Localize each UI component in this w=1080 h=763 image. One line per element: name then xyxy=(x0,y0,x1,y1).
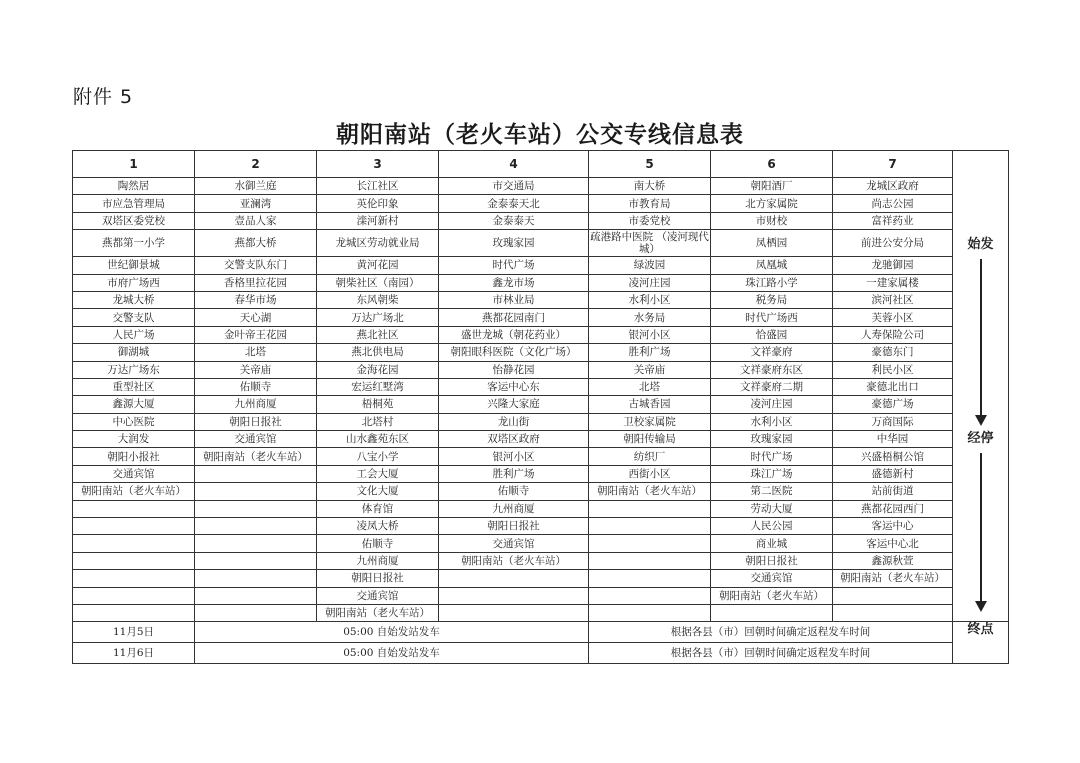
stop-cell: 壹品人家 xyxy=(195,212,317,229)
stop-cell: 龙城区政府 xyxy=(833,178,953,195)
column-header: 7 xyxy=(833,151,953,178)
stop-cell: 八宝小学 xyxy=(317,448,439,465)
stop-cell: 西街小区 xyxy=(589,465,711,482)
stop-cell: 交通宾馆 xyxy=(317,587,439,604)
column-header: 1 xyxy=(73,151,195,178)
stop-cell: 黄河花园 xyxy=(317,257,439,274)
stop-cell xyxy=(439,570,589,587)
stop-cell: 天心湖 xyxy=(195,309,317,326)
stop-cell: 豪德东门 xyxy=(833,344,953,361)
stop-cell xyxy=(73,604,195,621)
stop-cell: 豪德广场 xyxy=(833,396,953,413)
stop-cell: 胜利广场 xyxy=(439,465,589,482)
stop-cell xyxy=(195,518,317,535)
stop-cell xyxy=(195,465,317,482)
arrow-down-icon xyxy=(975,601,987,612)
stop-cell: 兴盛梧桐公馆 xyxy=(833,448,953,465)
stop-cell: 燕都第一小学 xyxy=(73,230,195,257)
column-header: 2 xyxy=(195,151,317,178)
stop-cell: 九州商厦 xyxy=(195,396,317,413)
table-row xyxy=(73,518,1009,535)
stop-cell: 芙蓉小区 xyxy=(833,309,953,326)
stop-cell: 人民广场 xyxy=(73,326,195,343)
table-row xyxy=(73,195,1009,212)
stop-cell: 龙城大桥 xyxy=(73,291,195,308)
table-row xyxy=(73,291,1009,308)
stop-cell: 中心医院 xyxy=(73,413,195,430)
stop-cell: 朝阳南站（老火车站） xyxy=(833,570,953,587)
stop-cell: 朝阳南站（老火车站） xyxy=(589,483,711,500)
column-header: 5 xyxy=(589,151,711,178)
stop-cell xyxy=(833,604,953,621)
stop-cell xyxy=(589,535,711,552)
stop-cell: 金叶帝王花园 xyxy=(195,326,317,343)
stop-cell: 市林业局 xyxy=(439,291,589,308)
stop-cell xyxy=(195,500,317,517)
stop-cell: 客运中心东 xyxy=(439,378,589,395)
stop-cell: 金泰泰天北 xyxy=(439,195,589,212)
stop-cell: 凌凤大桥 xyxy=(317,518,439,535)
table-row xyxy=(73,552,1009,569)
column-header: 6 xyxy=(711,151,833,178)
departure-info: 05:00 自始发站发车 xyxy=(195,643,589,664)
schedule-date: 11月5日 xyxy=(73,622,195,643)
stop-cell xyxy=(73,587,195,604)
stop-cell: 人民公园 xyxy=(711,518,833,535)
stop-cell: 时代广场 xyxy=(711,448,833,465)
stop-cell xyxy=(73,570,195,587)
stop-cell: 陶然居 xyxy=(73,178,195,195)
stop-cell: 凌河庄园 xyxy=(589,274,711,291)
stop-cell xyxy=(73,535,195,552)
stop-cell: 纺织厂 xyxy=(589,448,711,465)
stop-cell: 朝阳小报社 xyxy=(73,448,195,465)
stop-cell: 朝阳日报社 xyxy=(195,413,317,430)
stop-cell: 文祥豪府二期 xyxy=(711,378,833,395)
stop-cell: 长江社区 xyxy=(317,178,439,195)
stop-cell: 珠江广场 xyxy=(711,465,833,482)
stop-cell: 东风朝柴 xyxy=(317,291,439,308)
end-cell xyxy=(953,622,1009,664)
table-row xyxy=(73,212,1009,229)
stop-cell: 朝阳南站（老火车站） xyxy=(195,448,317,465)
stop-cell: 山水鑫苑东区 xyxy=(317,431,439,448)
stop-cell: 水务局 xyxy=(589,309,711,326)
stop-cell: 佑顺寺 xyxy=(439,483,589,500)
stop-cell: 商业城 xyxy=(711,535,833,552)
stop-cell: 珠江路小学 xyxy=(711,274,833,291)
stop-cell xyxy=(73,500,195,517)
stop-cell: 朝阳酒厂 xyxy=(711,178,833,195)
stop-cell: 富祥药业 xyxy=(833,212,953,229)
stop-cell: 燕都大桥 xyxy=(195,230,317,257)
stop-cell: 文祥豪府 xyxy=(711,344,833,361)
stop-cell xyxy=(589,518,711,535)
stop-cell: 水御兰庭 xyxy=(195,178,317,195)
page-title: 朝阳南站（老火车站）公交专线信息表 xyxy=(336,121,744,148)
stop-cell: 市财校 xyxy=(711,212,833,229)
stop-cell: 北塔 xyxy=(195,344,317,361)
stop-cell: 佑顺寺 xyxy=(195,378,317,395)
stop-cell: 龙城区劳动就业局 xyxy=(317,230,439,257)
stop-cell: 鑫源秋萱 xyxy=(833,552,953,569)
stop-cell: 春华市场 xyxy=(195,291,317,308)
stop-cell: 北方家属院 xyxy=(711,195,833,212)
stop-cell: 尚志公园 xyxy=(833,195,953,212)
stop-cell: 时代广场西 xyxy=(711,309,833,326)
stop-cell xyxy=(439,604,589,621)
stop-cell: 市交通局 xyxy=(439,178,589,195)
stop-cell: 双塔区委党校 xyxy=(73,212,195,229)
table-row xyxy=(73,326,1009,343)
stop-cell xyxy=(711,604,833,621)
stop-cell: 御湖城 xyxy=(73,344,195,361)
stop-cell: 凤凰城 xyxy=(711,257,833,274)
table-row xyxy=(73,413,1009,430)
table-row xyxy=(73,378,1009,395)
stop-cell xyxy=(195,604,317,621)
stop-cell: 香格里拉花园 xyxy=(195,274,317,291)
arrow-line-1 xyxy=(980,259,982,417)
stop-cell: 宏运红墅湾 xyxy=(317,378,439,395)
attachment-label: 附件 5 xyxy=(73,86,134,108)
stop-cell: 滦河新村 xyxy=(317,212,439,229)
stop-cell: 市应急管理局 xyxy=(73,195,195,212)
stop-cell: 金泰泰天 xyxy=(439,212,589,229)
stop-cell: 鑫源大厦 xyxy=(73,396,195,413)
stop-cell: 燕北供电局 xyxy=(317,344,439,361)
stop-cell xyxy=(195,535,317,552)
stop-cell: 怡静花园 xyxy=(439,361,589,378)
stop-cell: 利民小区 xyxy=(833,361,953,378)
stop-cell: 龙山街 xyxy=(439,413,589,430)
end-label: 终点 xyxy=(967,622,994,638)
stop-cell: 交通宾馆 xyxy=(439,535,589,552)
stop-cell: 文化大厦 xyxy=(317,483,439,500)
stop-cell: 龙驰御园 xyxy=(833,257,953,274)
stop-cell: 重型社区 xyxy=(73,378,195,395)
stop-cell: 玫瑰家园 xyxy=(711,431,833,448)
stop-cell: 朝阳传输局 xyxy=(589,431,711,448)
stop-cell xyxy=(195,570,317,587)
schedule-date: 11月6日 xyxy=(73,643,195,664)
stop-cell: 朝阳南站（老火车站） xyxy=(317,604,439,621)
stop-cell: 客运中心 xyxy=(833,518,953,535)
stop-cell: 南大桥 xyxy=(589,178,711,195)
stop-cell xyxy=(195,587,317,604)
schedule-row xyxy=(73,622,1009,643)
table-row xyxy=(73,361,1009,378)
stop-cell: 佑顺寺 xyxy=(317,535,439,552)
stop-cell: 大润发 xyxy=(73,431,195,448)
stop-cell xyxy=(589,570,711,587)
stop-cell: 兴隆大家庭 xyxy=(439,396,589,413)
stop-cell xyxy=(589,552,711,569)
stop-cell: 文祥豪府东区 xyxy=(711,361,833,378)
schedule-row xyxy=(73,643,1009,664)
arrow-line-2 xyxy=(980,453,982,603)
stop-cell: 九州商厦 xyxy=(439,500,589,517)
stop-cell xyxy=(589,604,711,621)
stop-cell: 朝阳南站（老火车站） xyxy=(439,552,589,569)
stop-cell: 市委党校 xyxy=(589,212,711,229)
stop-cell: 万商国际 xyxy=(833,413,953,430)
departure-info: 05:00 自始发站发车 xyxy=(195,622,589,643)
stop-cell: 交警支队 xyxy=(73,309,195,326)
stop-cell: 税务局 xyxy=(711,291,833,308)
stop-cell xyxy=(439,587,589,604)
stop-cell: 豪德北出口 xyxy=(833,378,953,395)
stop-cell: 水利小区 xyxy=(711,413,833,430)
return-info: 根据各县（市）回朝时间确定返程发车时间 xyxy=(589,643,953,664)
stop-cell xyxy=(589,587,711,604)
stop-cell: 交通宾馆 xyxy=(711,570,833,587)
table-row xyxy=(73,570,1009,587)
table-row xyxy=(73,257,1009,274)
stop-cell: 一建家属楼 xyxy=(833,274,953,291)
stop-cell: 时代广场 xyxy=(439,257,589,274)
stop-cell: 疏港路中医院 （凌河现代城） xyxy=(590,231,709,256)
stop-cell: 恰盛园 xyxy=(711,326,833,343)
stop-cell: 中华园 xyxy=(833,431,953,448)
stop-cell: 盛德新村 xyxy=(833,465,953,482)
stop-cell: 金海花园 xyxy=(317,361,439,378)
stop-cell xyxy=(73,552,195,569)
table-row xyxy=(73,535,1009,552)
stop-cell: 盛世龙城（朝花药业） xyxy=(439,326,589,343)
stop-cell: 北塔 xyxy=(589,378,711,395)
stop-cell: 凤栖园 xyxy=(711,230,833,257)
table-row xyxy=(73,431,1009,448)
stop-cell: 客运中心北 xyxy=(833,535,953,552)
stop-cell: 前进公安分局 xyxy=(833,230,953,257)
stop-cell: 卫校家属院 xyxy=(589,413,711,430)
table-row xyxy=(73,309,1009,326)
stop-cell: 朝阳南站（老火车站） xyxy=(73,483,195,500)
stop-cell: 万达广场北 xyxy=(317,309,439,326)
stop-cell: 朝阳日报社 xyxy=(711,552,833,569)
column-header: 4 xyxy=(439,151,589,178)
header-row xyxy=(73,151,1009,178)
table-row xyxy=(73,604,1009,621)
stop-cell: 银河小区 xyxy=(439,448,589,465)
stop-label: 经停 xyxy=(967,431,994,446)
stop-cell: 北塔村 xyxy=(317,413,439,430)
stop-cell: 朝阳日报社 xyxy=(317,570,439,587)
stop-cell: 关帝庙 xyxy=(195,361,317,378)
stop-cell: 亚澜湾 xyxy=(195,195,317,212)
stop-cell: 朝阳日报社 xyxy=(439,518,589,535)
stop-cell: 银河小区 xyxy=(589,326,711,343)
table-row xyxy=(73,587,1009,604)
start-label: 始发 xyxy=(967,237,994,252)
stop-cell xyxy=(589,500,711,517)
stop-cell: 站前街道 xyxy=(833,483,953,500)
stop-cell xyxy=(195,552,317,569)
stop-cell: 世纪御景城 xyxy=(73,257,195,274)
direction-column xyxy=(953,151,1009,622)
stop-cell: 古城香园 xyxy=(589,396,711,413)
arrow-down-icon xyxy=(975,415,987,426)
table-row xyxy=(73,274,1009,291)
bus-route-table xyxy=(72,150,1009,664)
stop-cell: 朝柴社区（南园） xyxy=(317,274,439,291)
stop-cell: 九州商厦 xyxy=(317,552,439,569)
stop-cell: 交警支队东门 xyxy=(195,257,317,274)
stop-cell: 胜利广场 xyxy=(589,344,711,361)
stop-cell: 人寿保险公司 xyxy=(833,326,953,343)
stop-cell: 市府广场西 xyxy=(73,274,195,291)
table-row xyxy=(73,230,1009,257)
stop-cell: 滨河社区 xyxy=(833,291,953,308)
stop-cell: 梧桐苑 xyxy=(317,396,439,413)
stop-cell xyxy=(195,483,317,500)
stop-cell: 绿波园 xyxy=(589,257,711,274)
table-row xyxy=(73,465,1009,482)
stop-cell: 体育馆 xyxy=(317,500,439,517)
stop-cell: 水利小区 xyxy=(589,291,711,308)
stop-cell: 第二医院 xyxy=(711,483,833,500)
stop-cell: 凌河庄园 xyxy=(711,396,833,413)
stop-cell: 燕都花园西门 xyxy=(833,500,953,517)
column-header: 3 xyxy=(317,151,439,178)
stop-cell: 双塔区政府 xyxy=(439,431,589,448)
table-row xyxy=(73,448,1009,465)
stop-cell: 玫瑰家园 xyxy=(439,230,589,257)
stop-cell: 交通宾馆 xyxy=(195,431,317,448)
stop-cell: 鑫龙市场 xyxy=(439,274,589,291)
stop-cell: 燕都花园南门 xyxy=(439,309,589,326)
table-row xyxy=(73,178,1009,195)
table-row xyxy=(73,344,1009,361)
stop-cell xyxy=(73,518,195,535)
stop-cell xyxy=(833,587,953,604)
stop-cell: 朝阳南站（老火车站） xyxy=(711,587,833,604)
stop-cell: 交通宾馆 xyxy=(73,465,195,482)
return-info: 根据各县（市）回朝时间确定返程发车时间 xyxy=(589,622,953,643)
stop-cell: 市教育局 xyxy=(589,195,711,212)
stop-cell: 万达广场东 xyxy=(73,361,195,378)
stop-cell: 英伦印象 xyxy=(317,195,439,212)
stop-cell: 劳动大厦 xyxy=(711,500,833,517)
table-row xyxy=(73,500,1009,517)
stop-cell: 朝阳眼科医院（文化广场） xyxy=(439,344,589,361)
stop-cell: 燕北社区 xyxy=(317,326,439,343)
stop-cell: 关帝庙 xyxy=(589,361,711,378)
table-row xyxy=(73,483,1009,500)
table-row xyxy=(73,396,1009,413)
stop-cell: 工会大厦 xyxy=(317,465,439,482)
